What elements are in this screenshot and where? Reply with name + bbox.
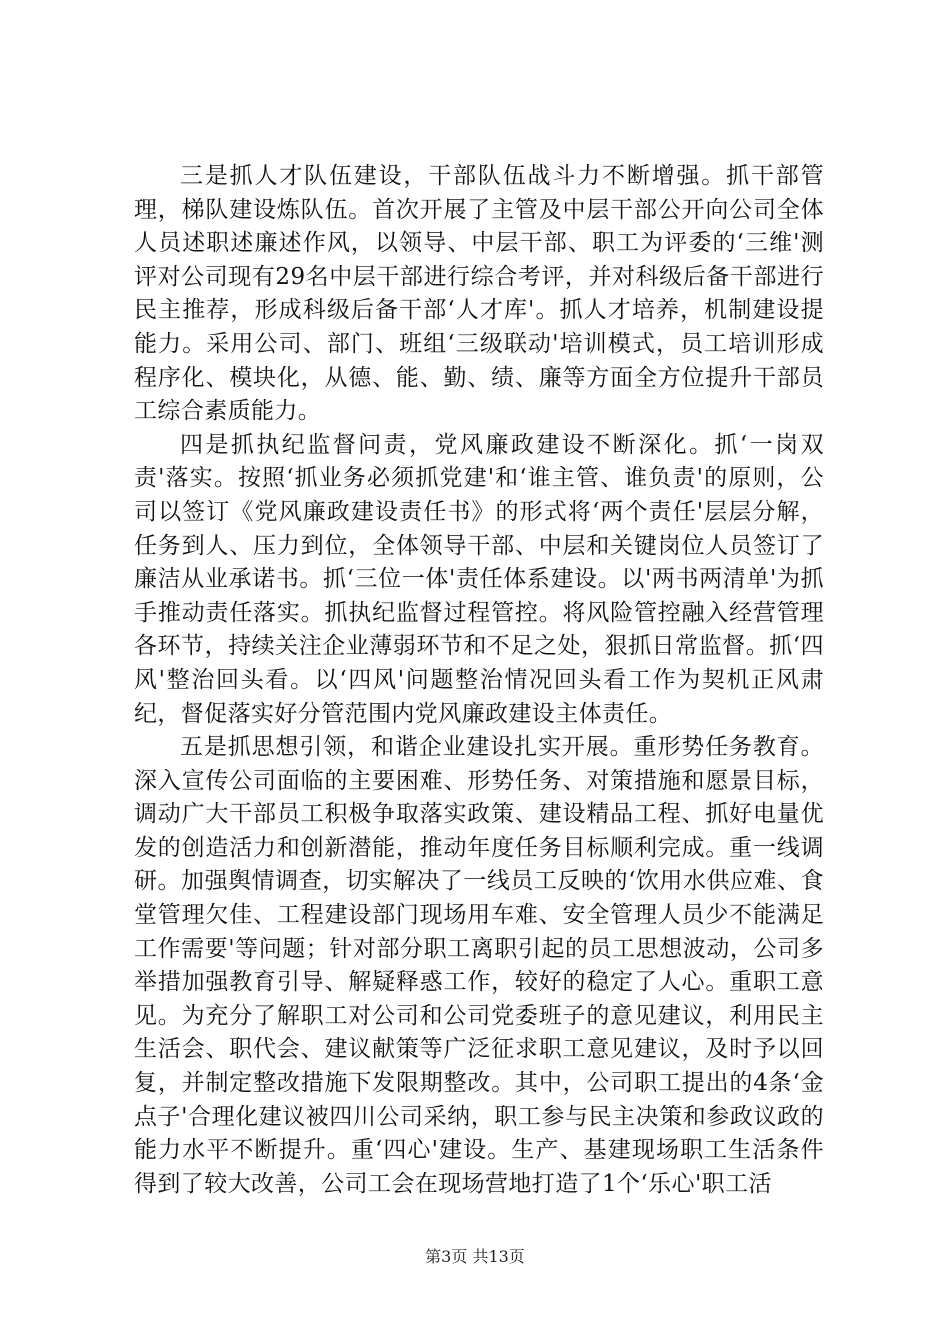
paragraph-ideological-guidance: 五是抓思想引领，和谐企业建设扎实开展。重形势任务教育。深入宣传公司面临的主要困难、形势任务、对策措施和愿景目标，调动广大干部员工积极争取落实政策、建设精品工程、抓好电量优发的创造活力和创新潜能，推动年度任务目标顺利完成。重一线调研。加强舆情调查，切实解决了一线员工反映的‘饮用水供应难、食堂管理欠佳、工程建设部门现场用车难、安全管理人员少不能满足工作需要'等问题；针对部分职工离职引起的员工思想波动，公司多举措加强教育引导、解疑释惑工作，较好的稳定了人心。重职工意见。为充分了解职工对公司和公司党委班子的意见建议，利用民主生活会、职代会、建议献策等广泛征求职工意见建议，及时予以回复，并制定整改措施下发限期整改。其中，公司职工提出的4条‘金点子'合理化建议被四川公司采纳，职工参与民主决策和参政议政的能力水平不断提升。重‘四心'建设。生产、基建现场职工生活条件得到了较大改善，公司工会在现场营地打造了1个‘乐心'职工活 (134, 734, 824, 1197)
paragraph-discipline-supervision: 四是抓执纪监督问责，党风廉政建设不断深化。抓‘一岗双责'落实。按照‘抓业务必须抓党建'和‘谁主管、谁负责'的原则，公司以签订《党风廉政建设责任书》的形式将‘两个责任'层层分解，任务到人、压力到位，全体领导干部、中层和关键岗位人员签订了廉洁从业承诺书。抓‘三位一体'责任体系建设。以'两书两清单'为抓手推动责任落实。抓执纪监督过程管控。将风险管控融入经营管理各环节，持续关注企业薄弱环节和不足之处，狠抓日常监督。抓‘四风'整治回头看。以‘四风'问题整治情况回头看工作为契机正风肃纪，督促落实好分管范围内党风廉政建设主体责任。 (134, 431, 824, 727)
page-footer: 第3页 共13页 (425, 1247, 525, 1266)
document-body (134, 160, 824, 1201)
paragraph-talent-team: 三是抓人才队伍建设，干部队伍战斗力不断增强。抓干部管理，梯队建设炼队伍。首次开展了主管及中层干部公开向公司全体人员述职述廉述作风，以领导、中层干部、职工为评委的‘三维'测评对公司现有29名中层干部进行综合考评，并对科级后备干部进行民主推荐，形成科级后备干部‘人才库'。抓人才培养，机制建设提能力。采用公司、部门、班组‘三级联动'培训模式，员工培训形成程序化、模块化，从德、能、勤、绩、廉等方面全方位提升干部员工综合素质能力。 (134, 163, 824, 425)
